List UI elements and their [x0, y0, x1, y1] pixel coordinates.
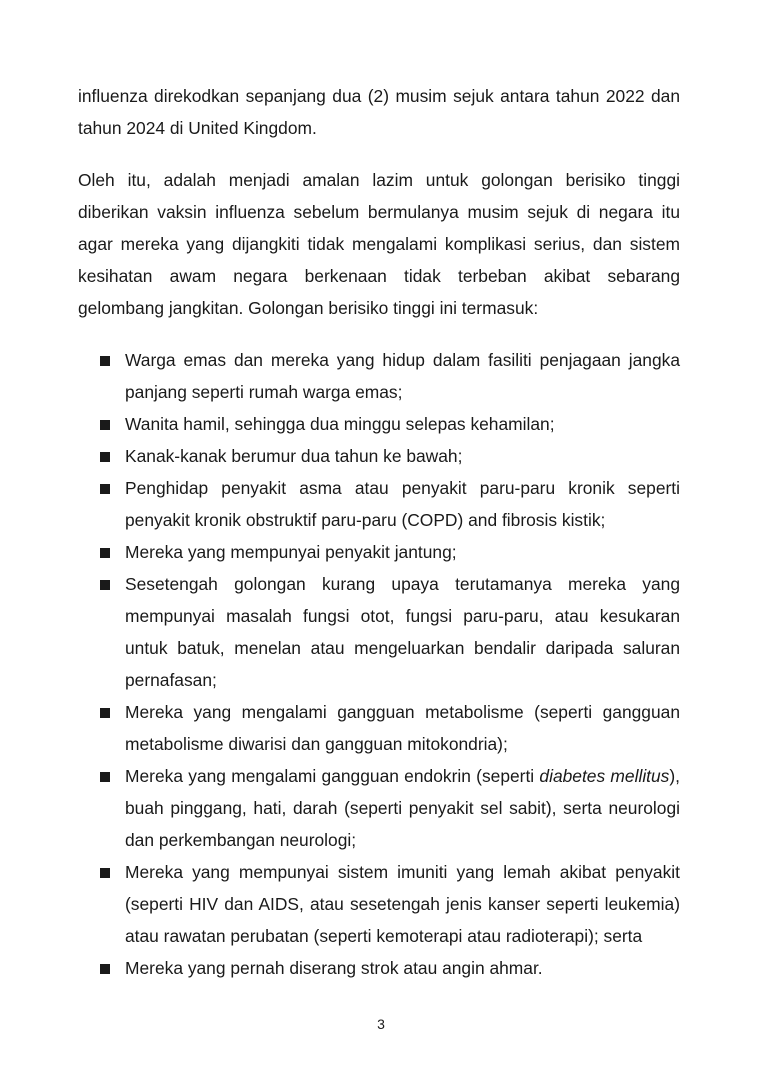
list-item-text: Mereka yang pernah diserang strok atau angin ahmar.	[125, 958, 543, 978]
square-bullet-icon	[100, 548, 110, 558]
list-item	[78, 568, 680, 696]
square-bullet-icon	[100, 708, 110, 718]
list-item	[78, 856, 680, 952]
square-bullet-icon	[100, 452, 110, 462]
list-item-text: Mereka yang mempunyai sistem imuniti yang lemah akibat penyakit (seperti HIV dan AIDS, atau sesetengah jenis kanser seperti leukemia) atau rawatan perubatan (seperti kemoterapi atau radioterapi); serta	[125, 862, 680, 946]
list-item-text: Mereka yang mempunyai penyakit jantung;	[125, 542, 457, 562]
high-risk-group-list	[78, 344, 680, 984]
document-body	[78, 80, 680, 984]
list-item	[78, 440, 680, 472]
list-item-text-italic: diabetes mellitus	[539, 766, 670, 786]
list-item-text: Warga emas dan mereka yang hidup dalam fasiliti penjagaan jangka panjang seperti rumah warga emas;	[125, 350, 680, 402]
square-bullet-icon	[100, 772, 110, 782]
list-item-text: Wanita hamil, sehingga dua minggu selepas kehamilan;	[125, 414, 555, 434]
list-item	[78, 952, 680, 984]
list-item	[78, 344, 680, 408]
list-item-text-post: ), buah pinggang, hati, darah (seperti penyakit sel sabit), serta neurologi dan perkembangan neurologi;	[125, 766, 681, 850]
square-bullet-icon	[100, 964, 110, 974]
list-item	[78, 760, 680, 856]
page-number: 3	[377, 1016, 385, 1032]
list-item-text: Mereka yang mengalami gangguan metabolisme (seperti gangguan metabolisme diwarisi dan gangguan mitokondria);	[125, 702, 680, 754]
paragraph-intro-continuation: influenza direkodkan sepanjang dua (2) musim sejuk antara tahun 2022 dan tahun 2024 di United Kingdom.	[78, 86, 680, 138]
list-item-text: Sesetengah golongan kurang upaya terutamanya mereka yang mempunyai masalah fungsi otot, fungsi paru-paru, atau kesukaran untuk batuk, menelan atau mengeluarkan bendalir daripada saluran pernafasan;	[125, 574, 680, 690]
paragraph-high-risk-intro: Oleh itu, adalah menjadi amalan lazim untuk golongan berisiko tinggi diberikan vaksin influenza sebelum bermulanya musim sejuk di negara itu agar mereka yang dijangkiti tidak mengalami komplikasi serius, dan sistem kesihatan awam negara berkenaan tidak terbeban akibat sebarang gelombang jangkitan. Golongan berisiko tinggi ini termasuk:	[78, 170, 680, 318]
list-item	[78, 696, 680, 760]
list-item-text-pre: Mereka yang mengalami gangguan endokrin (seperti	[125, 766, 540, 786]
square-bullet-icon	[100, 868, 110, 878]
square-bullet-icon	[100, 484, 110, 494]
list-item	[78, 408, 680, 440]
list-item	[78, 536, 680, 568]
list-item-text: Kanak-kanak berumur dua tahun ke bawah;	[125, 446, 463, 466]
list-item	[78, 472, 680, 536]
square-bullet-icon	[100, 420, 110, 430]
list-item-text: Penghidap penyakit asma atau penyakit paru-paru kronik seperti penyakit kronik obstruktif paru-paru (COPD) and fibrosis kistik;	[125, 478, 680, 530]
square-bullet-icon	[100, 356, 110, 366]
square-bullet-icon	[100, 580, 110, 590]
